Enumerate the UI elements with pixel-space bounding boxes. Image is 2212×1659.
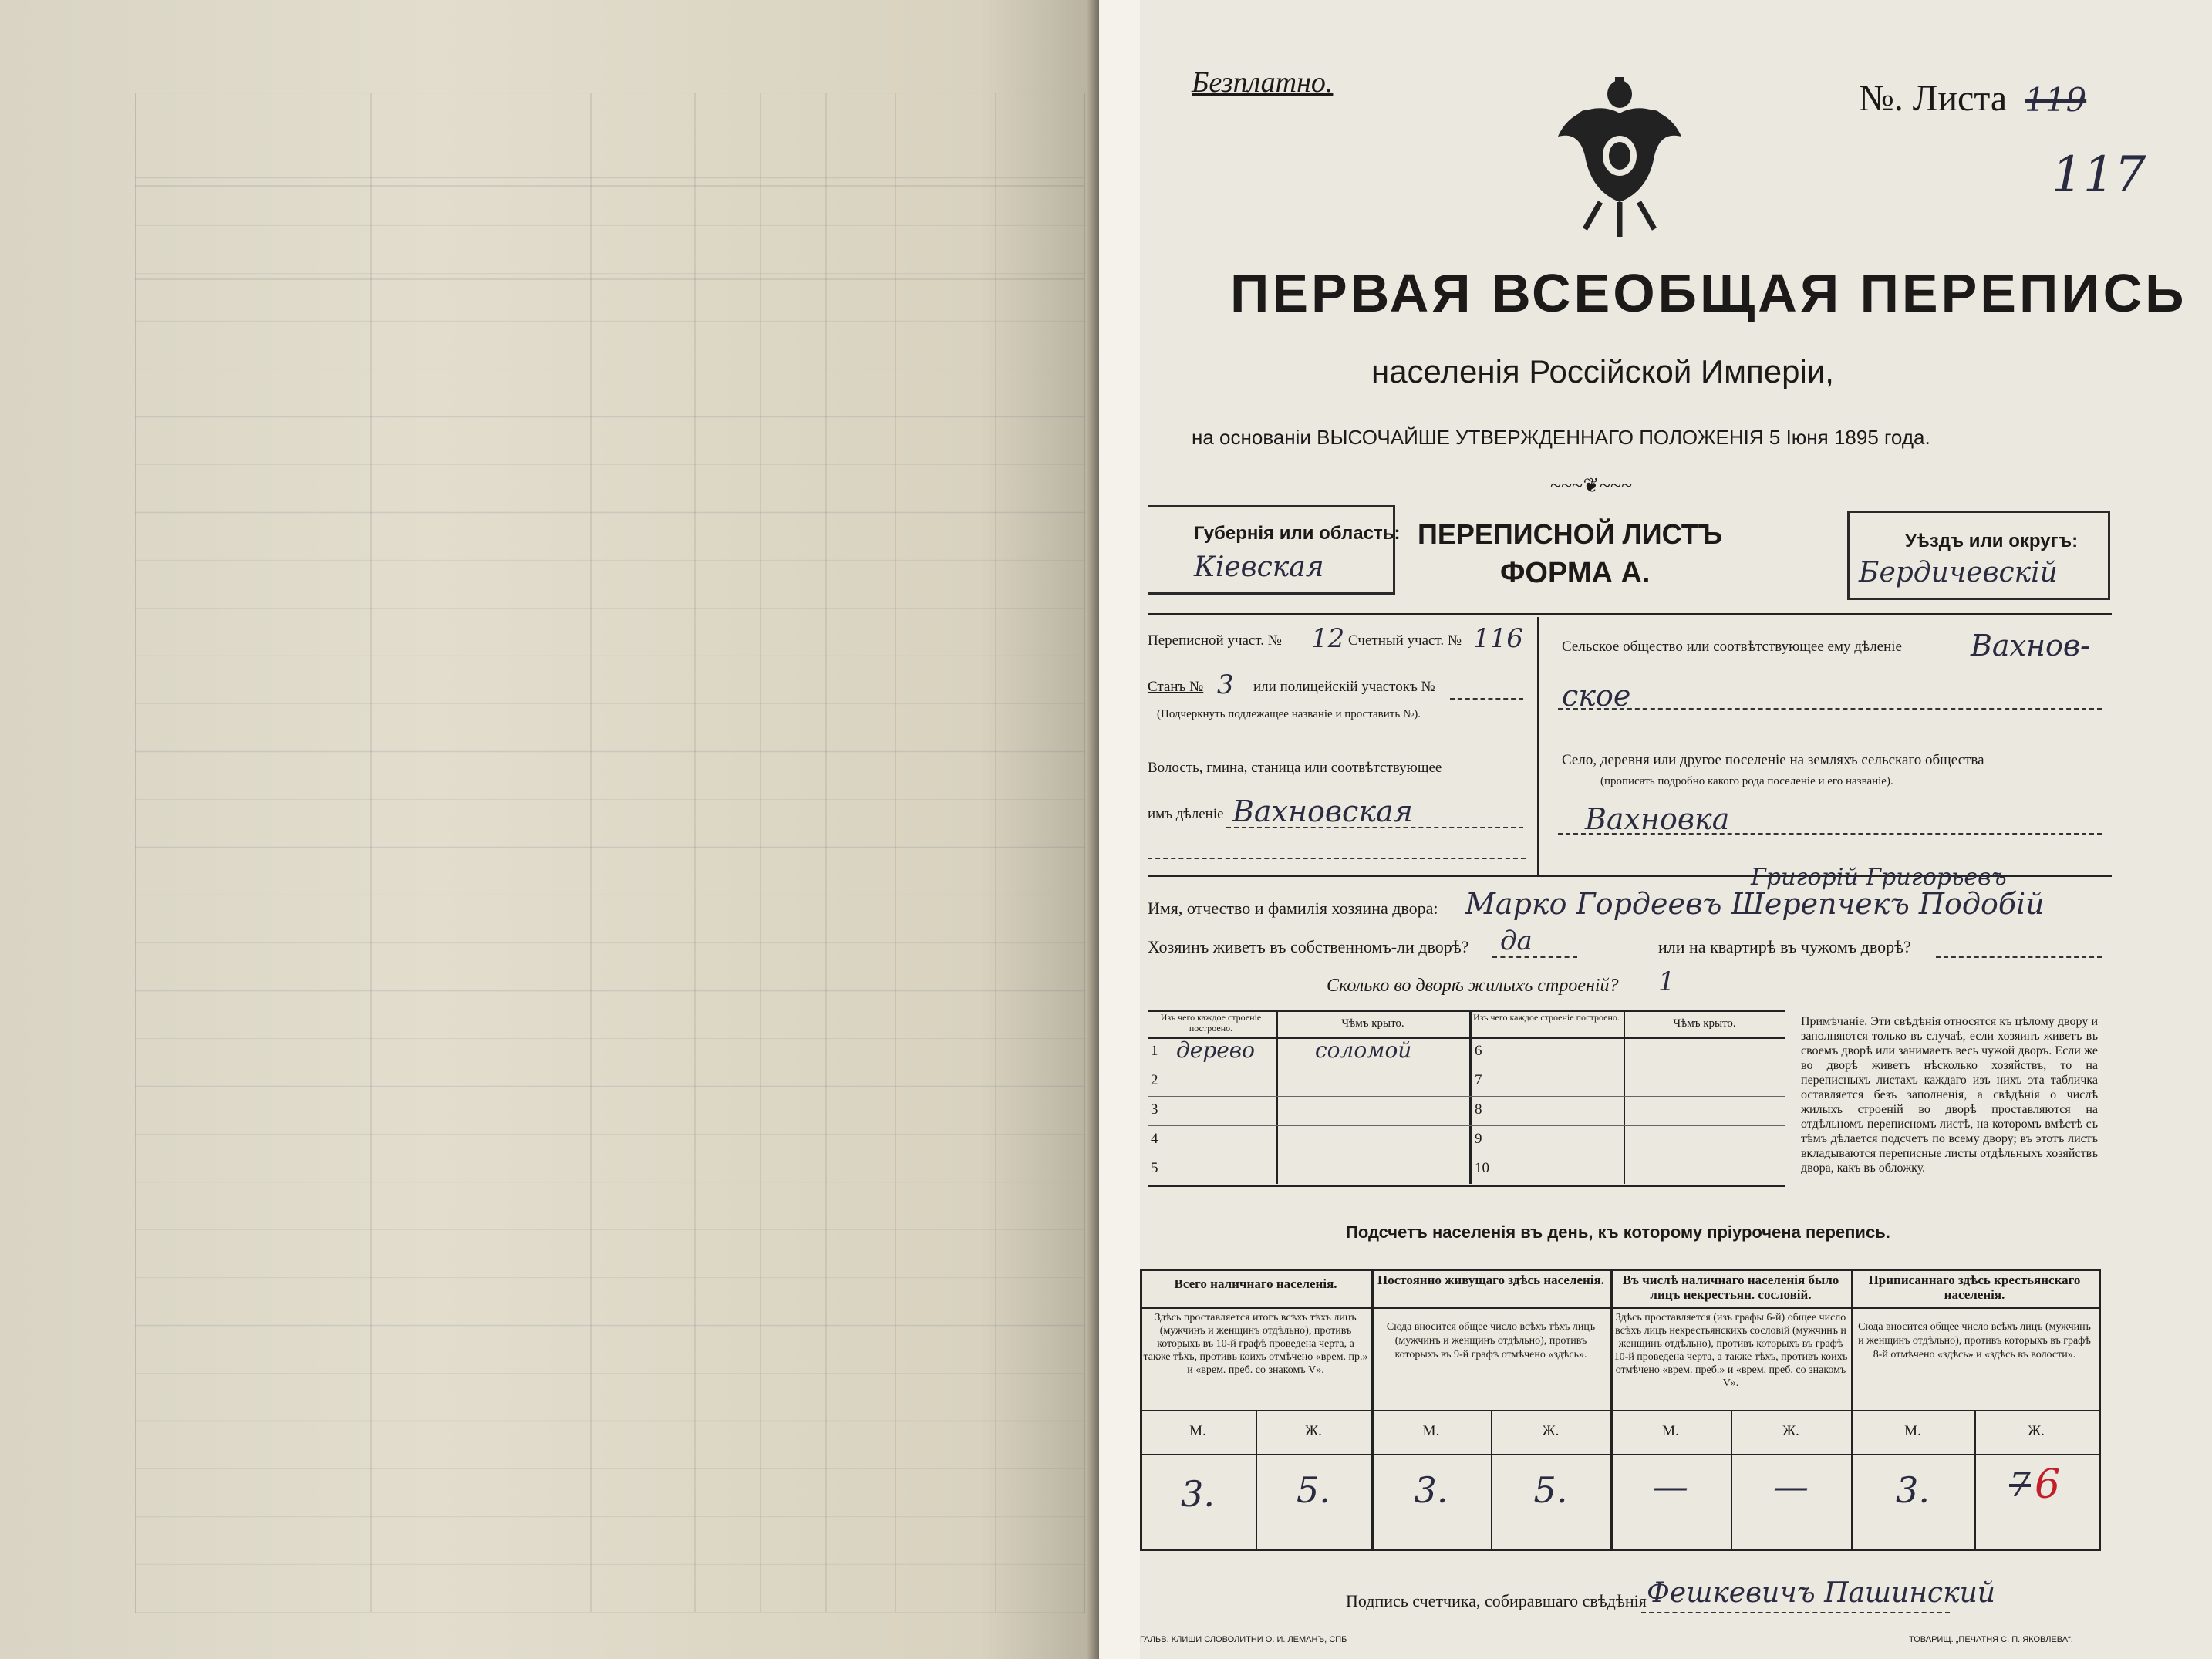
summary-col-desc: Здѣсь проставляется (изъ графы 6-й) общее число всѣхъ лицъ некрестьянскихъ сословій (мужчинъ и женщинъ отдѣльно), противъ которыхъ въ графѣ 10-й проведена черта, а также тѣхъ, противъ коихъ отмѣчено «врем. преб.» и «врем. преб. со знакомъ V». xyxy=(1613,1312,1848,1389)
non-peasant-men: — xyxy=(1653,1465,1688,1507)
summary-m-label: М. xyxy=(1662,1423,1679,1439)
summary-f-label: Ж. xyxy=(1542,1423,1560,1439)
stan-label: Станъ № xyxy=(1148,679,1204,695)
sheet-number-label: №. Листа xyxy=(1859,78,2008,119)
owner-lives-value: да xyxy=(1500,926,1533,956)
left-page-col-rule xyxy=(825,93,827,1612)
owner-name-label: Имя, отчество и фамилія хозяина двора: xyxy=(1148,899,1438,918)
owner-name-value: Марко Гордеевъ Шерепчекъ Подобій xyxy=(1465,887,2045,921)
count-district-label: Счетный участ. № xyxy=(1348,632,1462,649)
registered-peasant-women-struck: 7 xyxy=(2009,1465,2031,1505)
summary-mf-rule xyxy=(1140,1454,2099,1455)
form-subtitle: населенія Россійской Имперіи, xyxy=(1371,353,1834,389)
village-blank xyxy=(1558,833,2102,835)
ornament-divider: ~~~❦~~~ xyxy=(1550,474,1633,497)
count-district-value: 116 xyxy=(1473,623,1523,654)
buildings-col-roof: Чѣмъ крыто. xyxy=(1341,1017,1404,1030)
left-page-col-rule xyxy=(895,93,896,1612)
total-present-women: 5. xyxy=(1297,1469,1330,1511)
summary-col-desc: Сюда вносится общее число всѣхъ лицъ (мужчинъ и женщинъ отдѣльно), противъ которыхъ въ графѣ 8-й отмѣчено «здѣсь» и «здѣсь въ волости». xyxy=(1858,1321,2091,1361)
apartment-label: или на квартирѣ въ чужомъ дворѣ? xyxy=(1658,937,1911,956)
legal-basis-line: на основаніи ВЫСОЧАЙШЕ УТВЕРЖДЕННАГО ПОЛОЖЕНІЯ 5 Іюня 1895 года. xyxy=(1192,426,1930,449)
stan-value: 3 xyxy=(1217,669,1234,700)
footer-right-imprint: ТОВАРИЩ. „ПЕЧАТНЯ С. П. ЯКОВЛЕВА“. xyxy=(1909,1635,2073,1644)
buildings-note: Примѣчаніе. Эти свѣдѣнія относятся къ цѣлому двору и заполняются только въ случаѣ, если хозяинъ живетъ въ своемъ дворѣ или занимаетъ весь чужой дворъ. Если же во дворѣ живетъ нѣсколько хозяйствъ, то на переписныхъ листахъ каждаго изъ нихъ эта табличка оставляется безъ заполненія, а свѣдѣнія о числѣ жилыхъ строеній во дворѣ проставляются на отдѣльномъ переписномъ листѣ, на которомъ вмѣстѣ съ тѣмъ дѣлается подсчетъ по всему двору; въ этотъ листъ вкладываются переписные листы отдѣльныхъ хозяйствъ двора, какъ въ обложку. xyxy=(1801,1015,2098,1175)
buildings-row-rule xyxy=(1148,1096,1785,1097)
stan-note: (Подчеркнуть подлежащее названіе и проставить №). xyxy=(1157,708,1421,720)
owner-lives-blank xyxy=(1492,956,1577,958)
form-top-rule xyxy=(1148,613,2112,615)
summary-m-label: М. xyxy=(1189,1423,1206,1439)
signature-blank xyxy=(1641,1612,1950,1613)
summary-heading: Подсчетъ населенія въ день, къ которому пріурочена перепись. xyxy=(1346,1222,1890,1242)
buildings-col-roof-2: Чѣмъ крыто. xyxy=(1673,1017,1736,1030)
form-type-title: ПЕРЕПИСНОЙ ЛИСТЪ xyxy=(1418,518,1723,550)
free-label: Безплатно. xyxy=(1192,66,1334,99)
summary-col-title: Постоянно живущаго здѣсь населенія. xyxy=(1377,1273,1604,1287)
total-present-men: 3. xyxy=(1181,1473,1215,1515)
apartment-blank xyxy=(1936,956,2102,958)
summary-col-desc: Сюда вносится общее число всѣхъ тѣхъ лицъ (мужчинъ и женщинъ отдѣльно), противъ которыхъ въ 9-й графѣ отмѣчено «здѣсь». xyxy=(1386,1321,1596,1361)
buildings-row-number: 4 xyxy=(1151,1131,1158,1147)
buildings-row-number: 2 xyxy=(1151,1072,1158,1088)
footer-left-imprint: ГАЛЬВ. КЛИШИ СЛОВОЛИТНИ О. И. ЛЕМАНЪ, СПБ xyxy=(1140,1635,1347,1644)
guberniya-value: Кіевская xyxy=(1194,551,1324,583)
left-page-grid xyxy=(135,93,1085,1613)
summary-f-label: Ж. xyxy=(1782,1423,1799,1439)
left-page-col-rule xyxy=(370,93,372,1612)
uezd-label: Уѣздъ или округъ: xyxy=(1905,531,2079,551)
summary-m-label: М. xyxy=(1422,1423,1440,1439)
signature-value: Фешкевичъ Пашинский xyxy=(1647,1577,1995,1609)
buildings-row-number: 7 xyxy=(1475,1072,1482,1088)
flyleaf-strip xyxy=(1099,0,1141,1659)
registered-peasant-men: 3. xyxy=(1896,1469,1930,1511)
uezd-value: Бердичевскій xyxy=(1859,557,2058,588)
village-note: (прописать подробно какого рода поселеніе и его названіе). xyxy=(1600,775,1893,787)
buildings-col-material: Изъ чего каждое строеніе построено. xyxy=(1160,1012,1262,1034)
rural-society-blank xyxy=(1558,708,2102,710)
form-type-subtitle: ФОРМА А. xyxy=(1500,557,1651,589)
buildings-count-value: 1 xyxy=(1658,966,1675,997)
non-peasant-women: — xyxy=(1773,1465,1809,1507)
left-page-col-rule xyxy=(760,93,761,1612)
census-district-value: 12 xyxy=(1311,623,1345,654)
buildings-row-rule xyxy=(1148,1125,1785,1126)
buildings-col-material-2: Изъ чего каждое строеніе построено. xyxy=(1473,1012,1620,1023)
buildings-row-number: 10 xyxy=(1475,1160,1489,1176)
buildings-count-label: Сколько во дворѣ жилыхъ строеній? xyxy=(1327,976,1619,996)
rural-society-value-2: ское xyxy=(1562,679,1631,713)
volost-label-2: имъ дѣленіе xyxy=(1148,806,1224,822)
registered-peasant-women: 6 xyxy=(2035,1462,2061,1508)
census-district-label: Переписной участ. № xyxy=(1148,632,1282,649)
buildings-row-number: 1 xyxy=(1151,1043,1158,1059)
form-title: ПЕРВАЯ ВСЕОБЩАЯ ПЕРЕПИСЬ xyxy=(1230,263,2187,323)
buildings-row-number: 8 xyxy=(1475,1101,1482,1118)
police-district-label: или полицейскій участокъ № xyxy=(1253,679,1435,695)
summary-col-title: Въ числѣ наличнаго населенія было лицъ некрестьян. сословій. xyxy=(1622,1273,1839,1302)
double-headed-eagle-emblem xyxy=(1554,71,1685,241)
permanent-women: 5. xyxy=(1533,1469,1568,1511)
owner-lives-label: Хозяинъ живетъ въ собственномъ-ли дворѣ? xyxy=(1148,937,1469,956)
village-value: Вахновка xyxy=(1585,802,1730,836)
summary-col-desc: Здѣсь проставляется итогъ всѣхъ тѣхъ лицъ (мужчинъ и женщинъ отдѣльно), противъ которыхъ въ 10-й графѣ проведена черта, а также тѣхъ, противъ коихъ отмѣчено «врем. пр.» и «врем. преб. со знакомъ V». xyxy=(1143,1312,1368,1376)
left-page-header-rule-2 xyxy=(135,278,1084,280)
buildings-table-rule xyxy=(1624,1010,1625,1184)
rural-society-value-1: Вахнов- xyxy=(1971,629,2090,663)
form-column-divider xyxy=(1537,617,1539,875)
volost-blank-2 xyxy=(1148,858,1526,859)
summary-f-label: Ж. xyxy=(1305,1423,1322,1439)
summary-col-title: Приписаннаго здѣсь крестьянскаго населенія. xyxy=(1868,1273,2081,1302)
left-page-col-rule xyxy=(694,93,696,1612)
buildings-row-number: 9 xyxy=(1475,1131,1482,1147)
owner-name-correction: Григорій Григорьевъ xyxy=(1751,864,2007,891)
left-page-header-rule xyxy=(135,185,1084,187)
left-page-col-rule xyxy=(590,93,592,1612)
building-1-material: дерево xyxy=(1176,1037,1255,1063)
summary-f-label: Ж. xyxy=(2028,1423,2045,1439)
buildings-table-center-rule xyxy=(1469,1010,1472,1184)
village-label: Село, деревня или другое поселеніе на земляхъ сельскаго общества xyxy=(1562,752,1984,768)
volost-value: Вахновская xyxy=(1232,794,1413,828)
buildings-table-rule xyxy=(1276,1010,1278,1184)
buildings-row-number: 3 xyxy=(1151,1101,1158,1118)
signature-label: Подпись счетчика, собиравшаго свѣдѣнія xyxy=(1346,1591,1647,1610)
volost-blank xyxy=(1226,827,1523,828)
volost-label-1: Волость, гмина, станица или соотвѣтствующее xyxy=(1148,760,1442,776)
rural-society-label: Сельское общество или соотвѣтствующее ему дѣленіе xyxy=(1562,639,1902,655)
summary-title-rule xyxy=(1140,1307,2099,1309)
summary-m-label: М. xyxy=(1904,1423,1921,1439)
permanent-men: 3. xyxy=(1414,1469,1448,1511)
left-page-col-rule xyxy=(995,93,996,1612)
guberniya-label: Губернія или область: xyxy=(1194,523,1401,544)
building-1-roof: соломой xyxy=(1315,1037,1412,1063)
sheet-number-value: 117 xyxy=(2052,147,2146,204)
buildings-row-number: 6 xyxy=(1475,1043,1482,1059)
buildings-row-number: 5 xyxy=(1151,1160,1158,1176)
summary-col-title: Всего наличнаго населенія. xyxy=(1174,1276,1337,1291)
summary-desc-rule xyxy=(1140,1410,2099,1411)
police-district-blank xyxy=(1450,698,1523,700)
sheet-number-struck: 119 xyxy=(2025,81,2087,119)
